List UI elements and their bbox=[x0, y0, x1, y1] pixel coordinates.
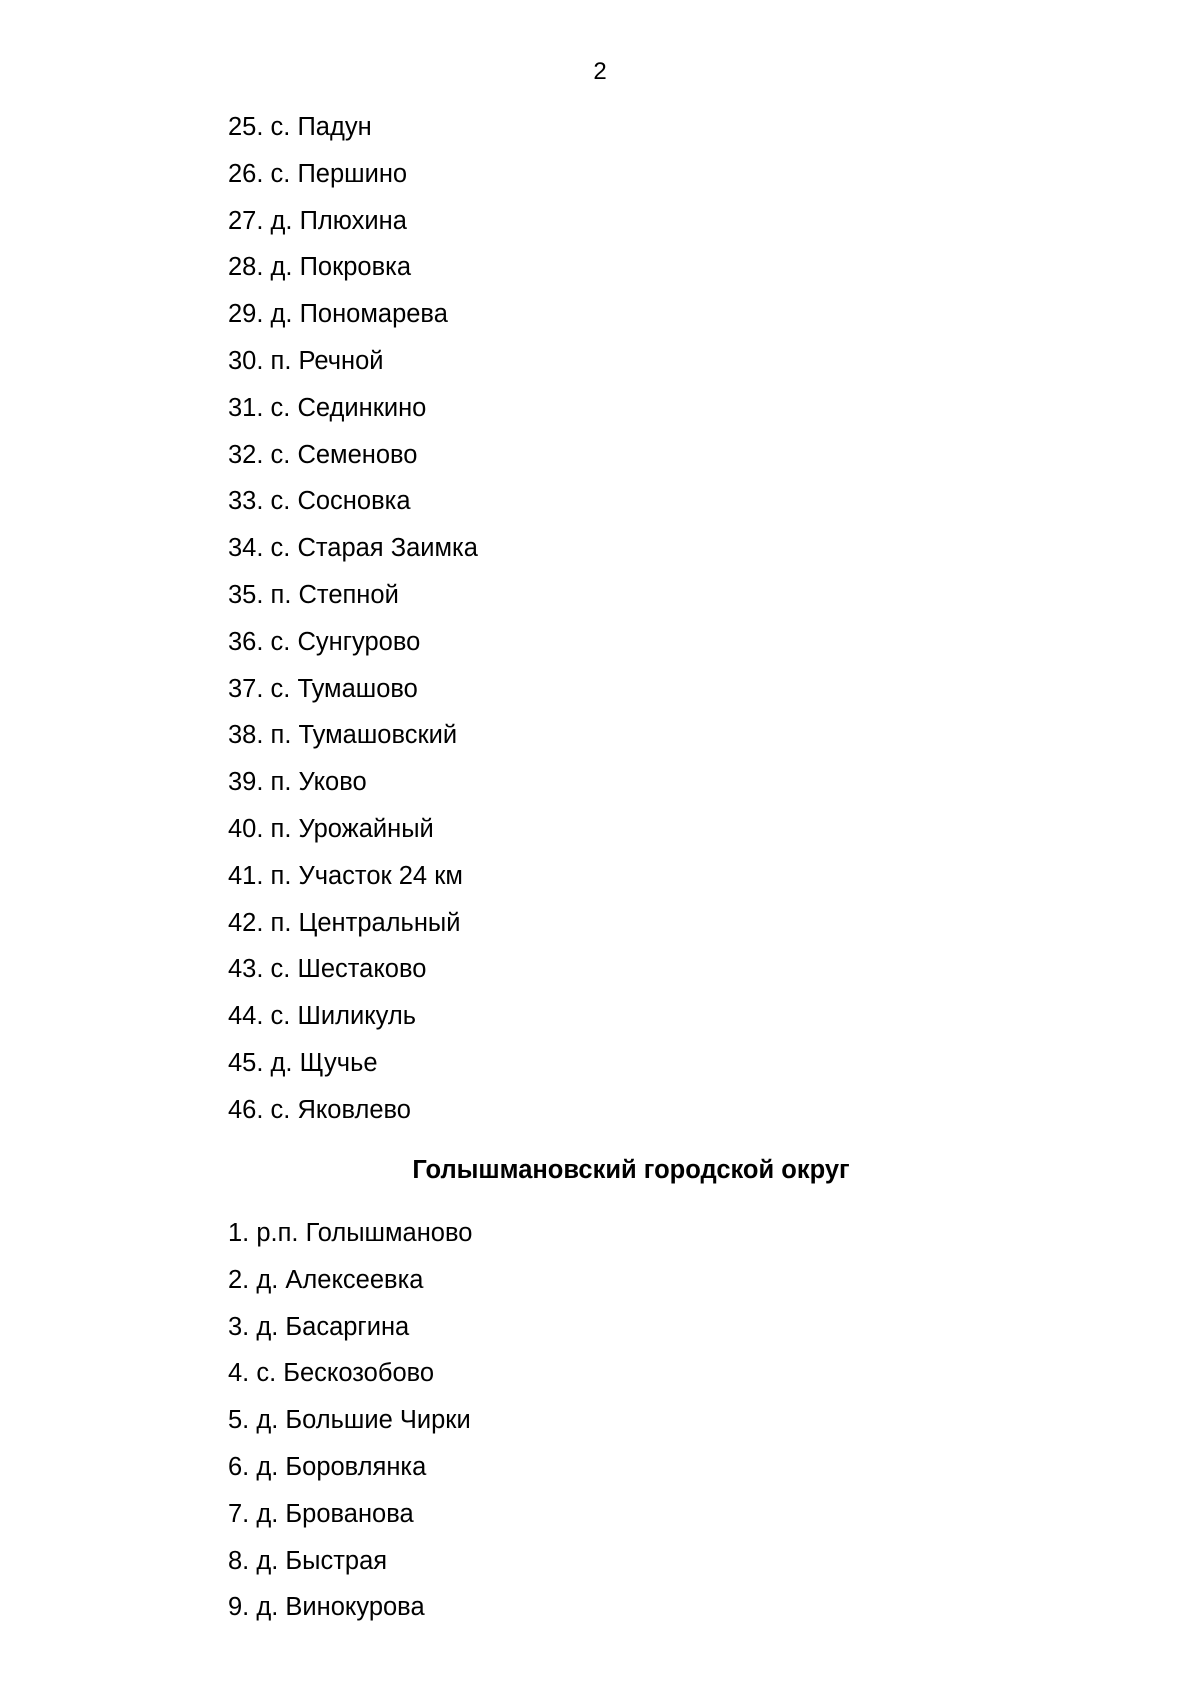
list-item: 7. д. Брованова bbox=[228, 1499, 414, 1528]
list-item: 46. с. Яковлево bbox=[228, 1095, 411, 1124]
list-item: 27. д. Плюхина bbox=[228, 206, 407, 235]
list-item: 37. с. Тумашово bbox=[228, 674, 418, 703]
list-item: 38. п. Тумашовский bbox=[228, 721, 458, 750]
list-item: 35. п. Степной bbox=[228, 580, 399, 609]
list-item: 44. с. Шиликуль bbox=[228, 1002, 416, 1031]
list-item: 28. д. Покровка bbox=[228, 253, 412, 282]
list-item: 45. д. Щучье bbox=[228, 1048, 378, 1077]
list-item: 30. п. Речной bbox=[228, 346, 384, 375]
list-item: 32. с. Семеново bbox=[228, 440, 418, 469]
list-item: 31. с. Сединкино bbox=[228, 393, 427, 422]
list-item: 26. с. Першино bbox=[228, 159, 408, 188]
list-item: 5. д. Большие Чирки bbox=[228, 1406, 471, 1435]
list-item: 41. п. Участок 24 км bbox=[228, 861, 463, 890]
list-item: 42. п. Центральный bbox=[228, 908, 461, 937]
list-item: 2. д. Алексеевка bbox=[228, 1265, 424, 1294]
list-item: 25. с. Падун bbox=[228, 113, 372, 141]
list-item: 9. д. Винокурова bbox=[228, 1593, 425, 1622]
list-item: 8. д. Быстрая bbox=[228, 1546, 388, 1575]
list-item: 1. р.п. Голышманово bbox=[228, 1219, 473, 1247]
list-item: 29. д. Пономарева bbox=[228, 300, 448, 329]
settlement-list-continued bbox=[228, 113, 478, 1143]
list-item: 34. с. Старая Заимка bbox=[228, 534, 478, 563]
list-item: 33. с. Сосновка bbox=[228, 487, 411, 516]
list-item: 3. д. Басаргина bbox=[228, 1312, 410, 1341]
list-item: 6. д. Боровлянка bbox=[228, 1452, 427, 1481]
list-item: 36. с. Сунгурово bbox=[228, 627, 421, 656]
list-item: 39. п. Уково bbox=[228, 768, 367, 797]
settlement-list-section bbox=[228, 1219, 472, 1640]
section-heading: Голышмановский городской округ bbox=[412, 1156, 850, 1184]
list-item: 4. с. Бескозобово bbox=[228, 1359, 435, 1388]
list-item: 43. с. Шестаково bbox=[228, 955, 427, 984]
list-item: 40. п. Урожайный bbox=[228, 814, 434, 843]
page-number: 2 bbox=[593, 58, 607, 85]
